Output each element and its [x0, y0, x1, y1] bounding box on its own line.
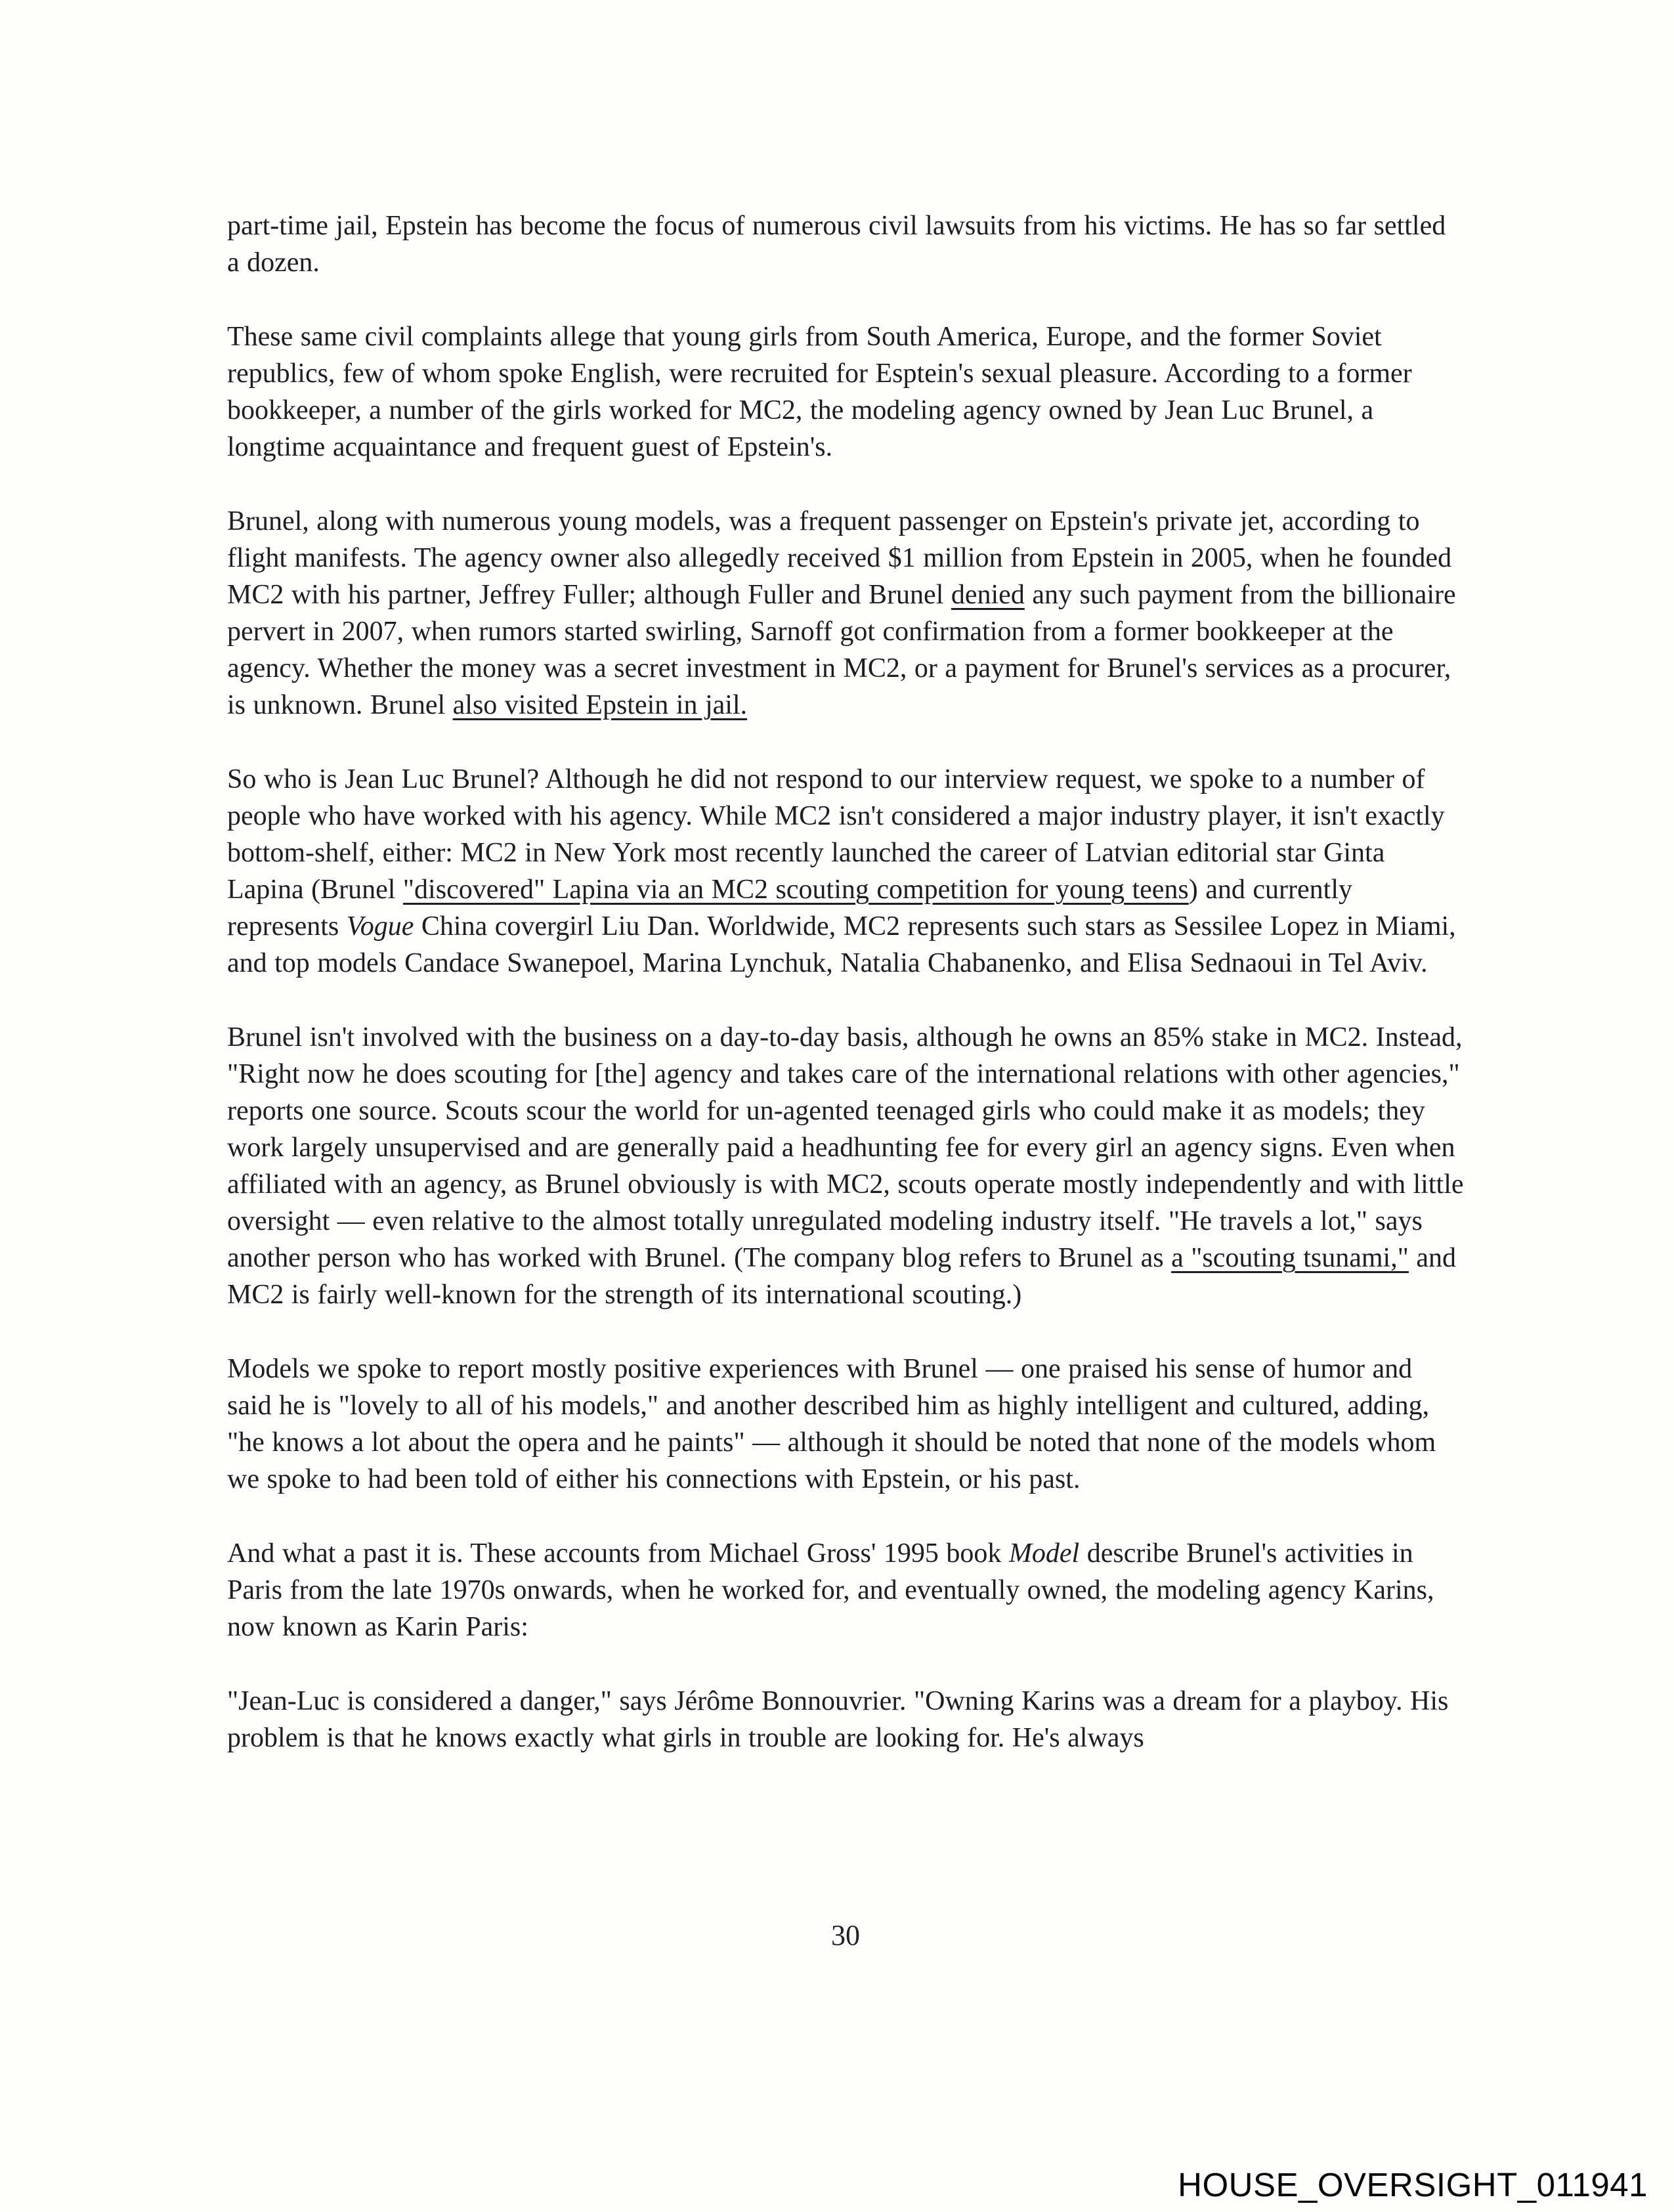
text-segment: ) and currently represents	[227, 875, 1352, 942]
paragraph-6	[227, 1351, 1464, 1498]
text-segment: And what a past it is. These accounts from Michael Gross' 1995 book	[227, 1538, 1009, 1569]
text-segment: any such payment from the billionaire pervert in 2007, when rumors started swirling, Sarnoff got confirmation from a former bookkeeper at the agency. Whether the money was a secret investment in MC2, or a payment for Brunel's services as a procurer, is unknown. Brunel	[227, 580, 1456, 720]
paragraph-4	[227, 761, 1464, 982]
italic-text: Vogue	[346, 911, 414, 942]
paragraph-7	[227, 1535, 1464, 1645]
underlined-text: a "scouting tsunami,"	[1171, 1243, 1409, 1273]
bates-stamp: HOUSE_OVERSIGHT_011941	[1178, 2166, 1648, 2203]
paragraph-2	[227, 318, 1464, 466]
underlined-text: "discovered" Lapina via an MC2 scouting competition for young teens	[402, 875, 1189, 905]
page-number: 30	[831, 1919, 860, 1951]
underlined-text: denied	[951, 580, 1025, 610]
text-segment: China covergirl Liu Dan. Worldwide, MC2 represents such stars as Sessilee Lopez in Miami, and top models Candace Swanepoel, Marina Lynchuk, Natalia Chabanenko, and Elisa Sednaoui in Tel Aviv.	[227, 911, 1456, 978]
italic-text: Model	[1008, 1538, 1080, 1569]
text-segment: part-time jail, Epstein has become the focus of numerous civil lawsuits from his victims. He has so far settled a dozen.	[227, 211, 1446, 278]
text-segment: Brunel isn't involved with the business on a day-to-day basis, although he owns an 85% stake in MC2. Instead, "Right now he does scouting for [the] agency and takes care of the international relations with other agencies," reports one source. Scouts scour the world for un-agented teenaged girls who could make it as models; they work largely unsupervised and are generally paid a headhunting fee for every girl an agency signs. Even when affiliated with an agency, as Brunel obviously is with MC2, scouts operate mostly independently and with little oversight — even relative to the almost totally unregulated modeling industry itself. "He travels a lot," says another person who has worked with Brunel. (The company blog refers to Brunel as	[227, 1022, 1464, 1273]
document-body	[227, 207, 1464, 1794]
paragraph-1	[227, 207, 1464, 281]
paragraph-3	[227, 503, 1464, 724]
text-segment: So who is Jean Luc Brunel? Although he did not respond to our interview request, we spoke to a number of people who have worked with his agency. While MC2 isn't considered a major industry player, it isn't exactly bottom-shelf, either: MC2 in New York most recently launched the career of Latvian editorial star Ginta Lapina (Brunel	[227, 764, 1445, 905]
paragraph-5	[227, 1019, 1464, 1313]
underlined-text: also visited Epstein in jail.	[452, 690, 748, 720]
text-segment: "Jean-Luc is considered a danger," says Jérôme Bonnouvrier. "Owning Karins was a dream for a playboy. His problem is that he knows exactly what girls in trouble are looking for. He's always	[227, 1686, 1449, 1753]
text-segment: Brunel, along with numerous young models, was a frequent passenger on Epstein's private jet, according to flight manifests. The agency owner also allegedly received $1 million from Epstein in 2005, when he founded MC2 with his partner, Jeffrey Fuller; although Fuller and Brunel	[227, 506, 1452, 610]
text-segment: describe Brunel's activities in Paris from the late 1970s onwards, when he worked for, and eventually owned, the modeling agency Karins, now known as Karin Paris:	[227, 1538, 1434, 1642]
paragraph-8	[227, 1683, 1464, 1756]
text-segment: and MC2 is fairly well-known for the strength of its international scouting.)	[227, 1243, 1457, 1310]
text-segment: These same civil complaints allege that young girls from South America, Europe, and the former Soviet republics, few of whom spoke English, were recruited for Esptein's sexual pleasure. According to a former bookkeeper, a number of the girls worked for MC2, the modeling agency owned by Jean Luc Brunel, a longtime acquaintance and frequent guest of Epstein's.	[227, 322, 1412, 462]
text-segment: Models we spoke to report mostly positive experiences with Brunel — one praised his sense of humor and said he is "lovely to all of his models," and another described him as highly intelligent and cultured, adding, "he knows a lot about the opera and he paints" — although it should be noted that none of the models whom we spoke to had been told of either his connections with Epstein, or his past.	[227, 1354, 1436, 1494]
